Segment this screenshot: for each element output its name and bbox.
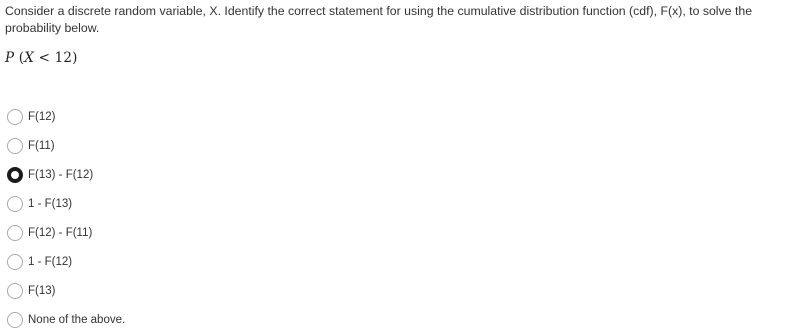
radio-button[interactable] [7,138,23,154]
option-label: F(13) [28,284,56,297]
option-label: 1 - F(13) [28,197,73,210]
answer-option-8[interactable] [0,305,125,334]
formula-open: ( [14,50,25,66]
option-label: 1 - F(12) [28,255,73,268]
option-label: F(12) [28,110,56,123]
radio-button[interactable] [7,283,23,299]
option-label: F(13) - F(12) [28,168,94,181]
radio-button[interactable] [7,196,23,212]
radio-button[interactable] [7,254,23,270]
probability-formula [5,50,78,66]
radio-button[interactable] [7,109,23,125]
answer-options [0,102,125,334]
option-label: None of the above. [28,313,126,326]
answer-option-7[interactable] [0,276,125,305]
answer-option-5[interactable] [0,218,125,247]
option-label: F(11) [28,139,55,152]
question-text: Consider a discrete random variable, X. Identify the correct statement for using the cumulative distribution function (cdf), F(x), to solve the probability below. [5,4,753,35]
answer-option-3[interactable] [0,160,125,189]
formula-relation: < 12) [34,50,78,66]
formula-variable: X [24,50,35,66]
formula-prefix: P [5,50,15,66]
answer-option-1[interactable] [0,102,125,131]
answer-option-4[interactable] [0,189,125,218]
answer-option-6[interactable] [0,247,125,276]
answer-option-2[interactable] [0,131,125,160]
radio-button[interactable] [7,167,23,183]
radio-button[interactable] [7,225,23,241]
radio-button[interactable] [7,312,23,328]
option-label: F(12) - F(11) [28,226,93,239]
